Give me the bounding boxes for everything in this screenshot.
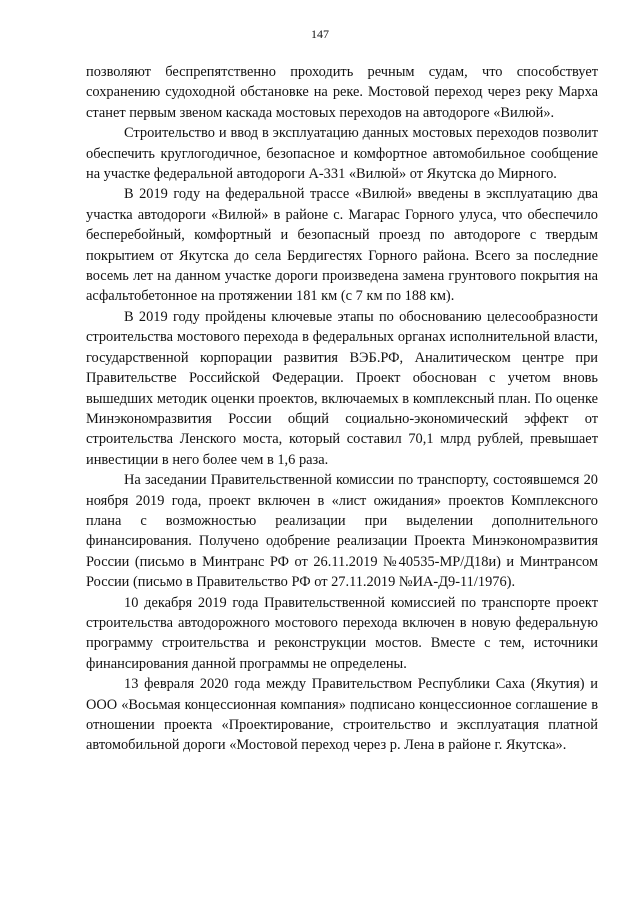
paragraph-6: 10 декабря 2019 года Правительственной комиссией по транспорте проект строительства автодорожного мостового перехода включен в новую федеральную программу строительства и реконструкции мостов. Вместе с тем, источники финансирования данной программы не определены. [86, 594, 598, 672]
paragraph-4: В 2019 году пройдены ключевые этапы по обоснованию целесообразности строительства мостового перехода в федеральных органах исполнительной власти, государственной корпорации развития ВЭБ.РФ, Аналитическом центре при Правительстве Российской Федерации. Проект обоснован с учетом вновь вышедших методик оценки проектов, включаемых в комплексный план. По оценке Минэкономразвития России общий социально-экономический эффект от строительства Ленского моста, который составил 70,1 млрд рублей, превышает инвестиции в него более чем в 1,6 раза. [86, 308, 598, 468]
document-body [86, 62, 598, 756]
paragraph-1: позволяют беспрепятственно проходить речным судам, что способствует сохранению судоходной обстановке на реке. Мостовой переход через реку Марха станет первым звеном каскада мостовых переходов на автодороге «Вилюй». [86, 64, 598, 121]
paragraph-3: В 2019 году на федеральной трассе «Вилюй» введены в эксплуатацию два участка автодороги «Вилюй» в районе с. Магарас Горного улуса, что обеспечило бесперебойный, комфортный и безопасный проезд по автодороге с твердым покрытием от Якутска до села Бердигестях Горного района. Всего за последние восемь лет на данном участке дороги произведена замена грунтового покрытия на асфальтобетонное на протяжении 181 км (с 7 км по 188 км). [86, 186, 598, 305]
paragraph-7: 13 февраля 2020 года между Правительством Республики Саха (Якутия) и ООО «Восьмая концессионная компания» подписано концессионное соглашение в отношении проекта «Проектирование, строительство и эксплуатация платной автомобильной дороги «Мостовой переход через р. Лена в районе г. Якутска». [86, 676, 598, 754]
page-number: 147 [311, 27, 329, 41]
paragraph-5: На заседании Правительственной комиссии по транспорту, состоявшемся 20 ноября 2019 года, проект включен в «лист ожидания» проектов Комплексного плана с возможностью реализации при выделении дополнительного финансирования. Получено одобрение реализации Проекта Минэкономразвития России (письмо в Минтранс РФ от 26.11.2019 №40535-МР/Д18и) и Минтрансом России (письмо в Правительство РФ от 27.11.2019 №ИА-Д9-11/1976). [86, 472, 598, 591]
paragraph-2: Строительство и ввод в эксплуатацию данных мостовых переходов позволит обеспечить круглогодичное, безопасное и комфортное автомобильное сообщение на участке федеральной автодороги А-331 «Вилюй» от Якутска до Мирного. [86, 125, 598, 183]
